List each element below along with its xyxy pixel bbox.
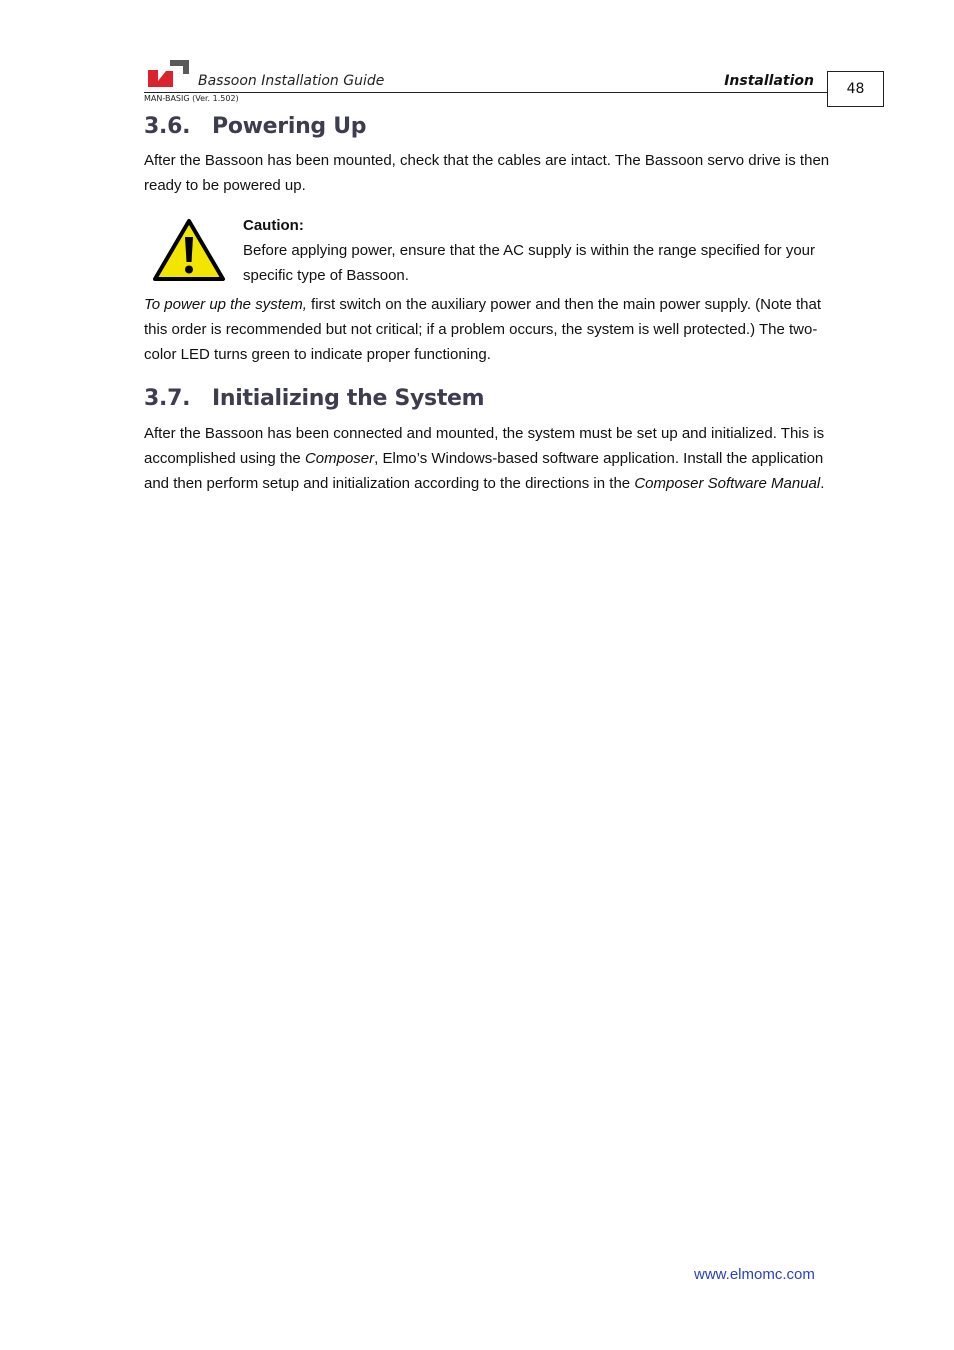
powering-up-intro: After the Bassoon has been mounted, check that the cables are intact. The Bassoon servo drive is then ready to be powered up. — [144, 152, 830, 194]
power-up-instructions — [144, 292, 834, 367]
elmo-logo-icon — [148, 57, 190, 87]
document-title: Bassoon Installation Guide — [198, 73, 385, 89]
power-up-lead: To power up the system, — [144, 296, 307, 313]
section-heading-powering-up — [144, 114, 366, 139]
section-heading-initializing — [144, 386, 484, 411]
section-label: Installation — [724, 73, 814, 89]
power-up-text: first switch on the auxiliary power and then the main power supply. (Note that this order is recommended but not critical; if a problem occurs, the system is well protected.) The two-color LED turns green to indicate proper functioning. — [144, 296, 822, 363]
caution-text: Before applying power, ensure that the AC supply is within the range specified for your specific type of Bassoon. — [243, 242, 815, 284]
caution-callout — [243, 213, 833, 288]
page-number: 48 — [827, 71, 884, 107]
caution-title: Caution: — [243, 217, 304, 234]
document-version: MAN-BASIG (Ver. 1.502) — [144, 94, 239, 103]
initializing-body — [144, 421, 834, 496]
composer-name: Composer — [304, 450, 375, 467]
section-number: 3.6. — [144, 114, 191, 139]
initializing-text-3: . — [820, 475, 825, 492]
section-title: Powering Up — [212, 114, 367, 139]
section-title: Initializing the System — [212, 386, 485, 411]
header-divider — [144, 92, 828, 93]
section-number: 3.7. — [144, 386, 191, 411]
composer-manual-name: Composer Software Manual — [634, 475, 821, 492]
warning-triangle-icon — [152, 218, 226, 282]
website-link[interactable]: www.elmomc.com — [694, 1266, 815, 1283]
initializing-text-1: After the Bassoon has been connected and mounted, the system must be set up and initialized. This is accomplished using the — [144, 425, 825, 467]
initializing-text-2: , Elmo’s Windows-based software application. Install the application and then perform setup and initialization according to the directions in the — [144, 450, 824, 492]
